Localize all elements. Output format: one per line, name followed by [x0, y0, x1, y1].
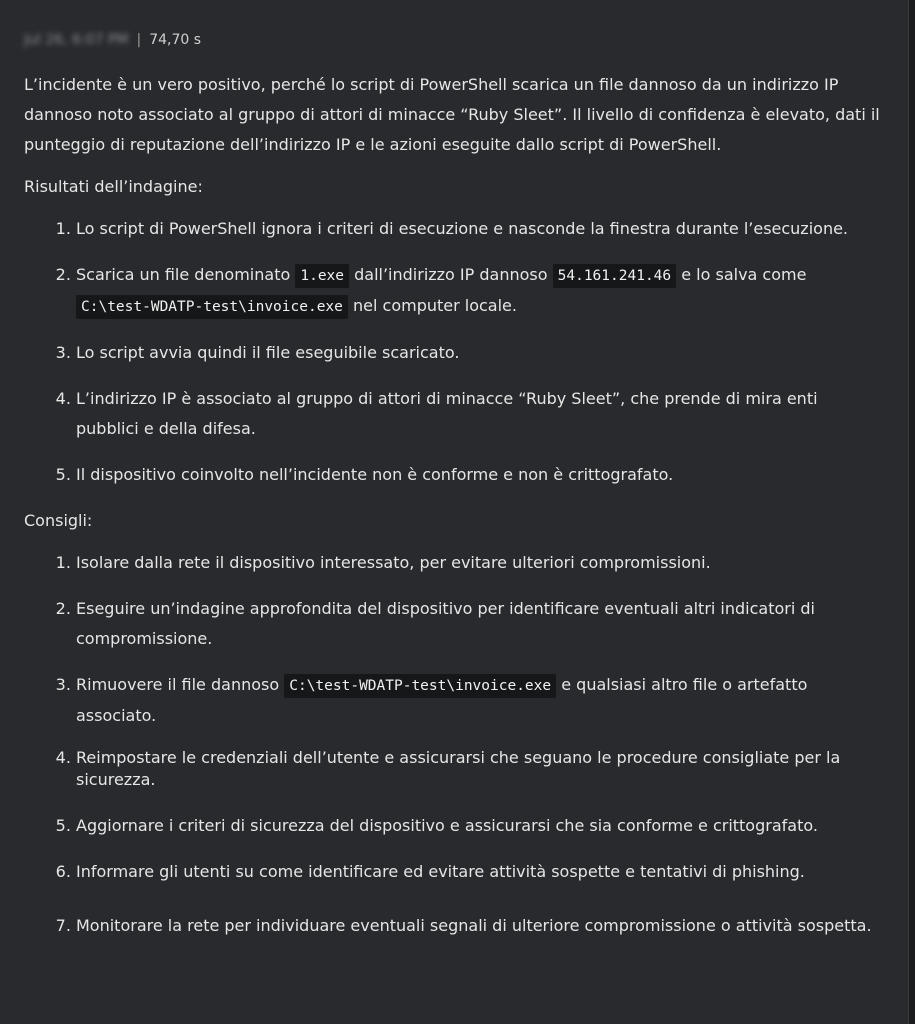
recommendation-item-6: 6. Informare gli utenti su come identificare ed evitare attività sospette e tentativi di phishing. — [76, 857, 884, 887]
response-meta — [24, 30, 201, 50]
scrollbar[interactable] — [909, 0, 915, 1024]
inline-code-filename: 1.exe — [295, 264, 349, 288]
timestamp: Jul 26, 6:07 PM — [24, 32, 129, 48]
recommendations-list — [24, 548, 884, 941]
inline-code-path: C:\test-WDATP-test\invoice.exe — [284, 674, 556, 698]
response-content — [24, 70, 884, 957]
finding-item-2: 2. Scarica un file denominato 1.exe dall’indirizzo IP dannoso 54.161.241.46 e lo salva come C:\test-WDATP-test\invoice.exe nel computer locale. — [76, 260, 884, 322]
recommendations-title: Consigli: — [24, 511, 93, 530]
findings-title: Risultati dell’indagine: — [24, 177, 203, 196]
recommendation-item-2: 2. Eseguire un’indagine approfondita del dispositivo per identificare eventuali altri indicatori di compromissione. — [76, 594, 884, 654]
recommendation-item-4: 4. Reimpostare le credenziali dell’utente e assicurarsi che seguano le procedure consigliate per la sicurezza. — [76, 747, 884, 791]
inline-code-ip: 54.161.241.46 — [553, 264, 677, 288]
recommendation-item-7: 7. Monitorare la rete per individuare eventuali segnali di ulteriore compromissione o attività sospetta. — [76, 911, 884, 941]
inline-code-path: C:\test-WDATP-test\invoice.exe — [76, 295, 348, 319]
findings-list — [24, 214, 884, 490]
intro-paragraph: L’incidente è un vero positivo, perché lo script di PowerShell scarica un file dannoso da un indirizzo IP dannoso noto associato al gruppo di attori di minacce “Ruby Sleet”. Il livello di confidenza è elevato, dati il punteggio di reputazione dell’indirizzo IP e le azioni eseguite dallo script di PowerShell. — [24, 75, 880, 154]
finding-item-4: 4. L’indirizzo IP è associato al gruppo di attori di minacce “Ruby Sleet”, che prende di mira enti pubblici e della difesa. — [76, 384, 884, 444]
recommendation-item-5: 5. Aggiornare i criteri di sicurezza del dispositivo e assicurarsi che sia conforme e crittografato. — [76, 811, 884, 841]
finding-item-1: 1. Lo script di PowerShell ignora i criteri di esecuzione e nasconde la finestra durante l’esecuzione. — [76, 214, 884, 244]
meta-separator: | — [136, 32, 142, 48]
recommendation-item-1: 1. Isolare dalla rete il dispositivo interessato, per evitare ulteriori compromissioni. — [76, 548, 884, 578]
recommendation-item-3: 3. Rimuovere il file dannoso C:\test-WDATP-test\invoice.exe e qualsiasi altro file o artefatto associato. — [76, 670, 884, 731]
finding-item-5: 5. Il dispositivo coinvolto nell’incidente non è conforme e non è crittografato. — [76, 460, 884, 490]
duration: 74,70 s — [149, 32, 202, 48]
finding-item-3: 3. Lo script avvia quindi il file eseguibile scaricato. — [76, 338, 884, 368]
